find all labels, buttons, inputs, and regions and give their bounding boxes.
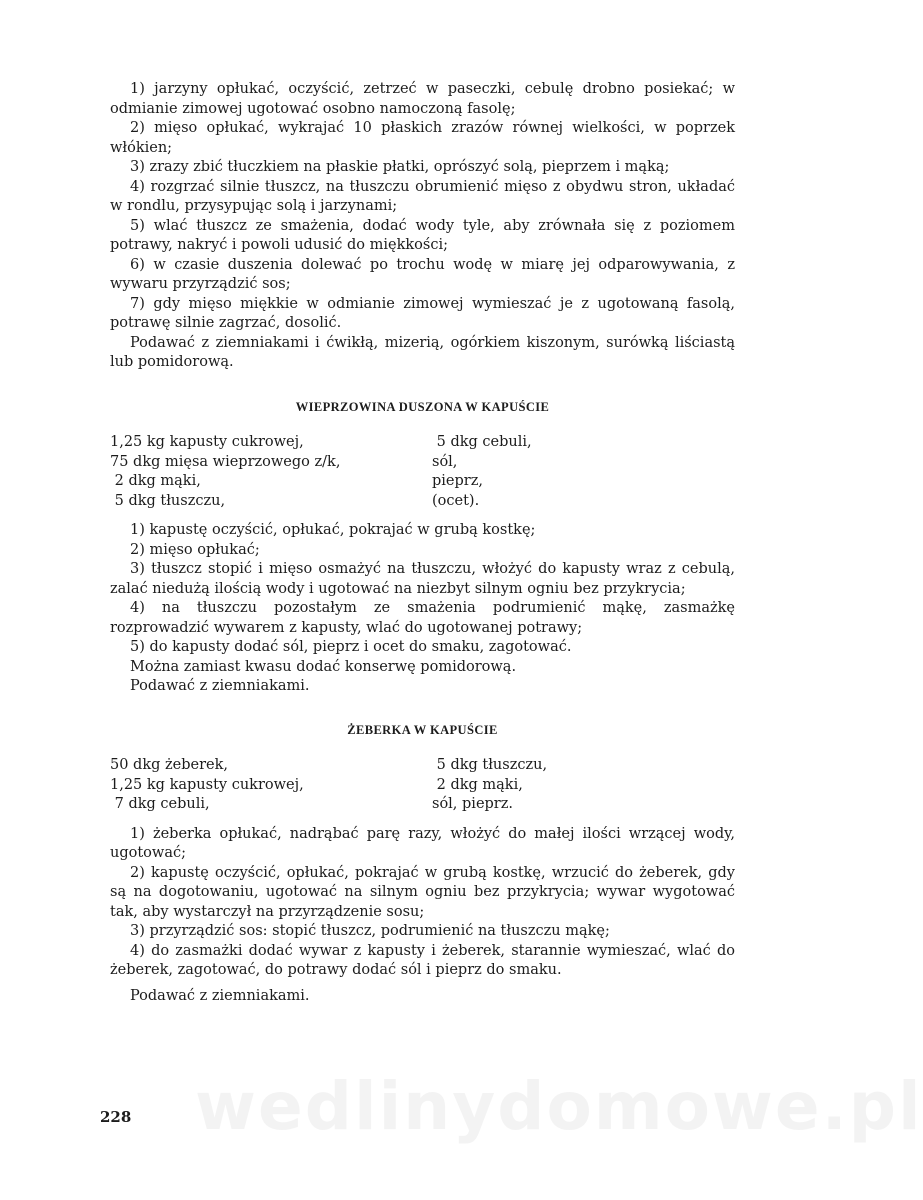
ingredient: 1,25 kg kapusty cukrowej, bbox=[110, 434, 304, 450]
ingredient: 75 dkg mięsa wieprzowego z/k, bbox=[110, 453, 341, 470]
page-content bbox=[110, 80, 735, 1006]
recipe-step: 2) kapustę oczyścić, opłukać, pokrajać w grubą kostkę, wrzucić do żeberek, gdy są na dogotowaniu, ugotować na silnym ogniu bez przykrycia; wywar wygotować tak, aby wystarczył na przyrządzenie sosu; bbox=[110, 864, 735, 920]
recipe-title: WIEPRZOWINA DUSZONA W KAPUŚCIE bbox=[295, 399, 550, 414]
recipe-step: 2) mięso opłukać; bbox=[130, 541, 260, 558]
intro-serving: Podawać z ziemniakami i ćwikłą, mizerią, ogórkiem kiszonym, surówką liściastą lub pomidorową. bbox=[110, 334, 735, 370]
ingredient: 2 dkg mąki, bbox=[432, 776, 523, 793]
ingredients-list bbox=[110, 756, 735, 815]
intro-step: 6) w czasie duszenia dolewać po trochu wodę w miarę jej odparowywania, z wywaru przyrządzić sos; bbox=[110, 256, 735, 292]
ingredient: (ocet). bbox=[432, 492, 480, 509]
recipe-serving: Podawać z ziemniakami. bbox=[130, 987, 310, 1004]
ingredients-list bbox=[110, 433, 735, 511]
recipe-step: 1) żeberka opłukać, nadrąbać parę razy, włożyć do małej ilości wrzącej wody, ugotować; bbox=[110, 825, 735, 861]
ingredient: 50 dkg żeberek, bbox=[110, 757, 229, 773]
intro-step: 7) gdy mięso miękkie w odmianie zimowej wymieszać je z ugotowaną fasolą, potrawę silnie zagrzać, dosolić. bbox=[110, 295, 735, 331]
recipe-step: 4) do zasmażki dodać wywar z kapusty i żeberek, starannie wymieszać, wlać do żeberek, zagotować, do potrawy dodać sól i pieprz do smaku. bbox=[110, 942, 735, 978]
intro-step: 5) wlać tłuszcz ze smażenia, dodać wody tyle, aby zrównała się z poziomem potrawy, nakryć i powoli udusić do miękkości; bbox=[110, 217, 735, 253]
recipe-wieprzowina bbox=[110, 398, 735, 697]
recipe-step: 3) przyrządzić sos: stopić tłuszcz, podrumienić na tłuszczu mąkę; bbox=[130, 923, 610, 939]
watermark: wedlinydomowe.pl bbox=[195, 1068, 923, 1145]
ingredient: 1,25 kg kapusty cukrowej, bbox=[110, 776, 304, 793]
intro-section bbox=[110, 80, 735, 373]
intro-step: 1) jarzyny opłukać, oczyścić, zetrzeć w paseczki, cebulę drobno posiekać; w odmianie zimowej ugotować osobno namoczoną fasolę; bbox=[110, 81, 735, 117]
ingredient: 2 dkg mąki, bbox=[110, 473, 201, 489]
intro-step: 4) rozgrzać silnie tłuszcz, na tłuszczu obrumienić mięso z obydwu stron, układać w rondlu, przysypując solą i jarzynami; bbox=[110, 178, 735, 214]
recipe-step: 4) na tłuszczu pozostałym ze smażenia podrumienić mąkę, zasmażkę rozprowadzić wywarem z kapusty, wlać do ugotowanej potrawy; bbox=[110, 600, 735, 636]
ingredient: 5 dkg tłuszczu, bbox=[110, 492, 226, 509]
intro-step: 2) mięso opłukać, wykrajać 10 płaskich zrazów równej wielkości, w poprzek włókien; bbox=[110, 120, 735, 156]
recipe-note: Można zamiast kwasu dodać konserwę pomidorową. bbox=[130, 658, 517, 675]
ingredient: 5 dkg cebuli, bbox=[432, 434, 532, 450]
intro-step: 3) zrazy zbić tłuczkiem na płaskie płatki, oprószyć solą, pieprzem i mąką; bbox=[130, 159, 670, 175]
recipe-step: 5) do kapusty dodać sól, pieprz i ocet do smaku, zagotować. bbox=[130, 639, 572, 655]
ingredient: sól, pieprz. bbox=[432, 796, 513, 812]
recipe-step: 1) kapustę oczyścić, opłukać, pokrajać w grubą kostkę; bbox=[130, 522, 536, 538]
page-number: 228 bbox=[100, 1108, 132, 1126]
recipe-title: ŻEBERKA W KAPUŚCIE bbox=[347, 722, 498, 737]
ingredient: sól, bbox=[432, 453, 458, 470]
ingredient: pieprz, bbox=[432, 473, 483, 489]
recipe-step: 3) tłuszcz stopić i mięso osmażyć na tłuszczu, włożyć do kapusty wraz z cebulą, zalać niedużą ilością wody i ugotować na niezbyt silnym ogniu bez przykrycia; bbox=[110, 561, 735, 597]
recipe-serving: Podawać z ziemniakami. bbox=[130, 678, 310, 694]
ingredient: 5 dkg tłuszczu, bbox=[432, 757, 548, 773]
ingredient: 7 dkg cebuli, bbox=[110, 796, 210, 812]
recipe-zeberka bbox=[110, 721, 735, 1007]
